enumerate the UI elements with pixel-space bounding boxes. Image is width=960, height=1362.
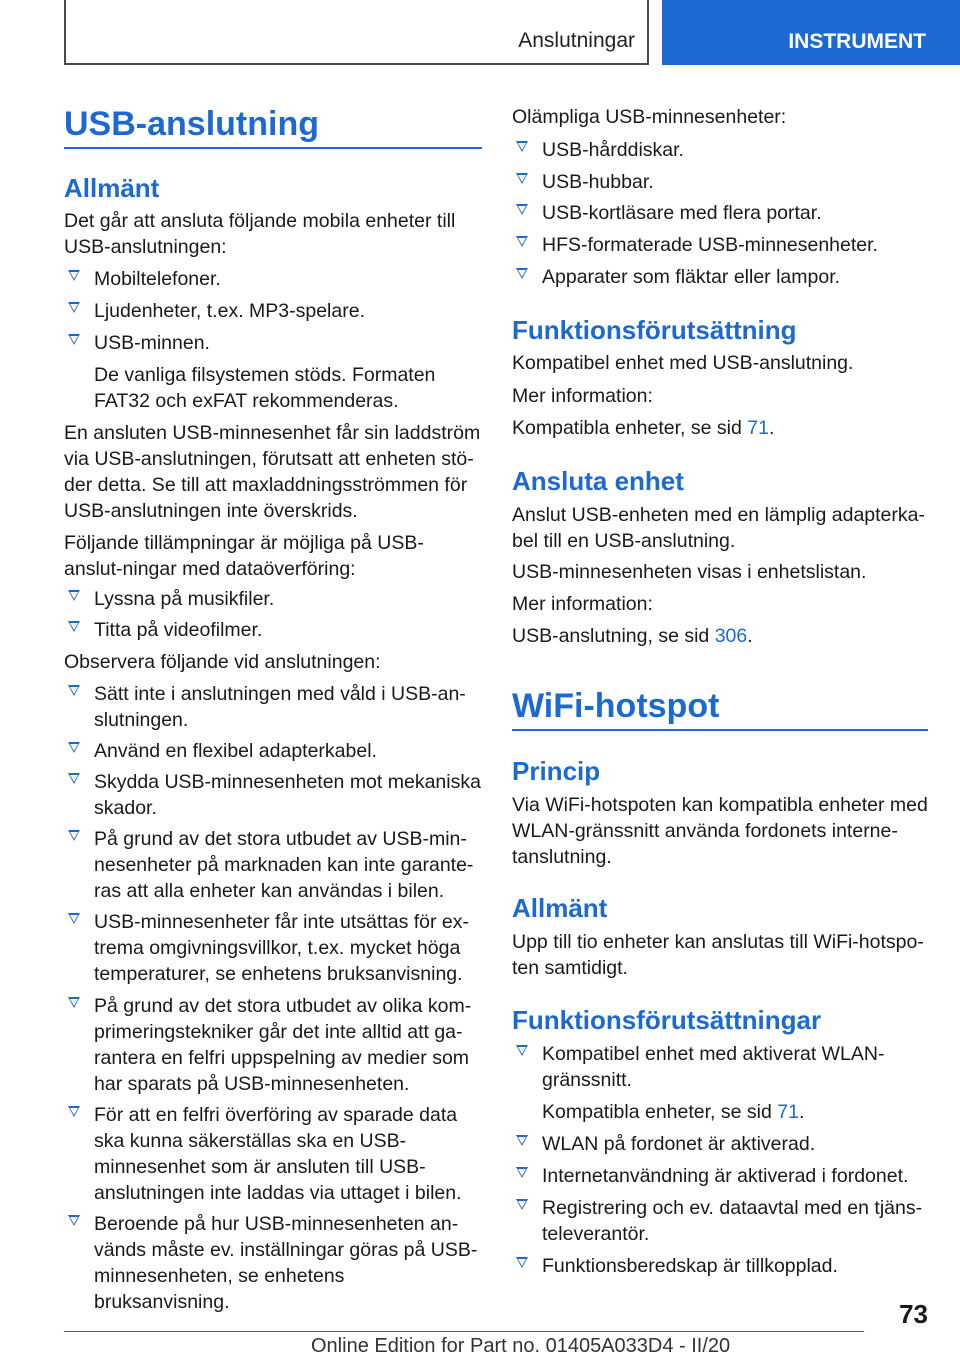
heading-wifi-allmant: Allmänt [512,893,608,923]
list-item: USB-minnen. [64,330,482,356]
bullet-triangle-icon [68,270,80,281]
footer-rule [64,1331,864,1332]
req-text: Kompatibel enhet med USB-anslutning. [512,352,854,374]
list-item: USB-kortläsare med flera portar. [512,200,928,226]
bullet-triangle-icon [68,1106,80,1117]
shown-text: USB-minnesenheten visas i enhetslistan. [512,561,867,583]
observe-intro: Observera följande vid anslutningen: [64,651,381,673]
page-title-wifi: WiFi-hotspot [512,687,720,725]
list-item: På grund av det stora utbudet av USB-min-nesenheter på marknaden kan inte garante-ras att alla enheter kan användas i bilen. [64,826,482,904]
intro-paragraph: Det går att ansluta följande mobila enheter till USB-anslutningen: [64,210,456,258]
bullet-triangle-icon [68,830,80,841]
bullet-triangle-icon [516,204,528,215]
bullet-triangle-icon [68,997,80,1008]
footer-edition: Online Edition for Part no. 01405A033D4 - II/20 [311,1335,731,1357]
bullet-triangle-icon [68,334,80,345]
list-item: Beroende på hur USB-minnesenheten an-vänds måste ev. inställningar göras på USB-minnesenheten, se enhetens bruksanvisning. [64,1211,482,1315]
bullet-triangle-icon [68,590,80,601]
more-info-label: Mer information: [512,385,653,407]
usb-reference: USB-anslutning, se sid 306. [512,625,753,647]
list-item: Använd en flexibel adapterkabel. [64,738,482,764]
heading-funktionsforutsattning: Funktionsförutsättning [512,315,797,345]
bullet-triangle-icon [516,268,528,279]
title-rule [512,729,928,731]
list-item: USB-minnesenheter får inte utsättas för ex-trema omgivningsvillkor, t.ex. mycket höga temperaturer, se enhetens bruksanvisning. [64,909,482,987]
page-number: 73 [899,1299,928,1329]
bullet-triangle-icon [68,773,80,784]
list-item: USB-hubbar. [512,169,928,195]
list-item: USB-hårddiskar. [512,137,928,163]
list-item: Lyssna på musikfiler. [64,586,482,612]
compat-reference: Kompatibla enheter, se sid 71. [512,417,775,439]
chapter-tab [662,0,960,65]
bullet-triangle-icon [516,141,528,152]
page-link-71[interactable]: 71 [777,1101,799,1123]
list-item: Mobiltelefoner. [64,266,482,292]
list-item: WLAN på fordonet är aktiverad. [512,1131,928,1157]
unsuitable-intro: Olämpliga USB-minnesenheter: [512,106,787,128]
bullet-triangle-icon [516,173,528,184]
bullet-triangle-icon [68,621,80,632]
bullet-triangle-icon [516,1199,528,1210]
heading-ansluta-enhet: Ansluta enhet [512,466,684,496]
bullet-triangle-icon [68,685,80,696]
bullet-triangle-icon [68,742,80,753]
list-item: Internetanvändning är aktiverad i fordonet. [512,1163,928,1189]
bullet-triangle-icon [68,913,80,924]
bullet-triangle-icon [516,236,528,247]
heading-allmant: Allmänt [64,173,160,203]
power-paragraph: En ansluten USB-minnesenhet får sin laddström via USB-anslutningen, förutsatt att enheten stö-der detta. Se till att maxladdningsströmmen för USB-anslutningen inte överskrids. [64,422,481,522]
list-item: Registrering och ev. dataavtal med en tjäns-televerantör. [512,1195,928,1247]
bullet-triangle-icon [68,302,80,313]
list-item: Funktionsberedskap är tillkopplad. [512,1253,928,1279]
bullet-triangle-icon [516,1167,528,1178]
wifi-compat-reference: Kompatibla enheter, se sid 71. [542,1101,805,1123]
list-item: HFS-formaterade USB-minnesenheter. [512,232,928,258]
list-item: Skydda USB-minnesenheten mot mekaniska skador. [64,769,482,821]
connect-text: Anslut USB-enheten med en lämplig adapterka-bel till en USB-anslutning. [512,504,925,552]
heading-princip: Princip [512,756,601,786]
page-link-71[interactable]: 71 [747,417,769,439]
princip-text: Via WiFi-hotspoten kan kompatibla enheter med WLAN-gränssnitt använda fordonets interne-tanslutning. [512,794,928,868]
list-item: Titta på videofilmer. [64,617,482,643]
chapter-tab-label: INSTRUMENT [788,30,926,53]
section-tab-label: Anslutningar [518,29,635,52]
section-tab [64,0,649,65]
page-title-usb: USB-anslutning [64,105,319,143]
apps-intro: Följande tillämpningar är möjliga på USB-anslut-ningar med dataöverföring: [64,532,424,580]
title-rule [64,147,482,149]
list-item: På grund av det stora utbudet av olika kom-primeringstekniker går det inte alltid att ga-rantera en felfri uppspelning av medier som har sparats på USB-minnesenheten. [64,993,482,1097]
bullet-triangle-icon [516,1045,528,1056]
list-item: Sätt inte i anslutningen med våld i USB-an-slutningen. [64,681,482,733]
bullet-triangle-icon [516,1257,528,1268]
list-item: Apparater som fläktar eller lampor. [512,264,928,290]
more-info-label: Mer information: [512,593,653,615]
list-item: För att en felfri överföring av sparade data ska kunna säkerställas ska en USB-minnesenhet som är ansluten till USB-anslutningen inte laddas via uttaget i bilen. [64,1102,482,1206]
bullet-triangle-icon [68,1215,80,1226]
page-link-306[interactable]: 306 [714,625,748,647]
filesystems-note: De vanliga filsystemen stöds. Formaten FAT32 och exFAT rekommenderas. [94,364,436,412]
heading-funktionsforutsattningar: Funktionsförutsättningar [512,1005,822,1035]
list-item: Kompatibel enhet med aktiverat WLAN-gränssnitt. [512,1041,928,1093]
bullet-triangle-icon [516,1135,528,1146]
wifi-allmant-text: Upp till tio enheter kan anslutas till WiFi-hotspo-ten samtidigt. [512,931,924,979]
list-item: Ljudenheter, t.ex. MP3-spelare. [64,298,482,324]
